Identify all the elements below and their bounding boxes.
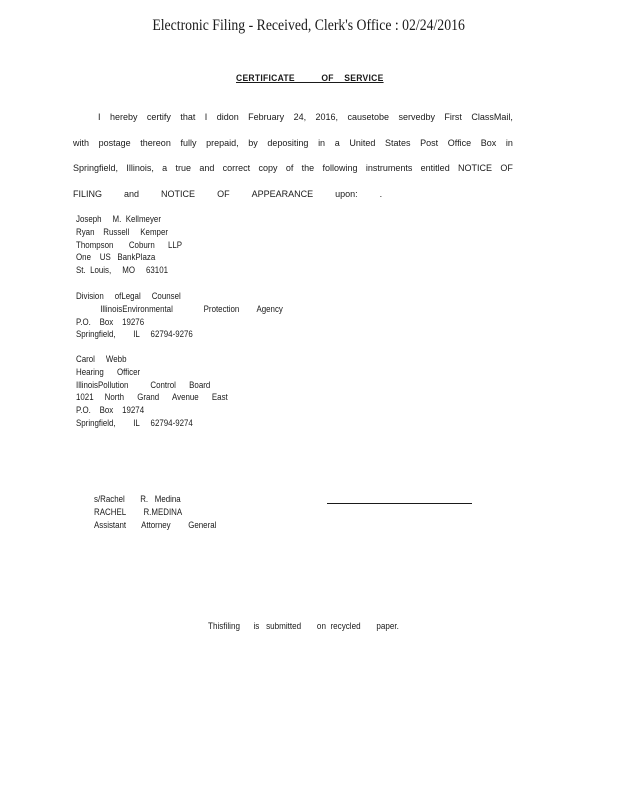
body-word: by [248, 138, 258, 148]
body-word: First [444, 112, 462, 122]
body-word: certify [146, 112, 171, 122]
address-line: Springfield, IL 62794-9274 [76, 417, 193, 428]
body-word: prepaid, [206, 138, 239, 148]
body-word: with [73, 138, 90, 148]
body-word: upon: [335, 189, 358, 199]
body-word: ClassMail, [471, 112, 513, 122]
body-word: a [334, 138, 340, 148]
body-word: FILING [73, 189, 103, 199]
address-line: IllinoisPollution Control Board [76, 379, 211, 390]
body-word: and [199, 163, 215, 173]
body-line-2 [73, 138, 513, 148]
signature-rule [327, 503, 472, 504]
address-line: Hearing Officer [76, 366, 141, 377]
body-word: that [180, 112, 196, 122]
body-word: OF [217, 189, 230, 199]
recycled-paper-note: Thisfiling is submitted on recycled paper. [208, 621, 399, 631]
address-line: IllinoisEnvironmental Protection Agency [76, 303, 283, 314]
address-line: Springfield, IL 62794-9276 [76, 329, 193, 340]
body-line-1 [98, 112, 513, 122]
address-line: Joseph M. Kellmeyer [76, 214, 161, 224]
body-word: and [124, 189, 140, 199]
body-word: causetobe [347, 112, 390, 122]
body-word: APPEARANCE [251, 189, 314, 199]
address-line: P.O. Box 19274 [76, 405, 145, 416]
address-block-3 [76, 353, 248, 430]
body-word: hereby [109, 112, 138, 122]
body-word: February [248, 112, 285, 122]
signature-line: s/Rachel R. Medina [94, 494, 181, 504]
signature-block [94, 493, 233, 531]
body-word: copy [258, 163, 278, 173]
body-word: a [162, 163, 168, 173]
address-line: P.O. Box 19276 [76, 316, 145, 327]
body-word: I [98, 112, 101, 122]
address-block-1 [76, 213, 197, 277]
body-word: Post [420, 138, 439, 148]
body-word: OF [500, 163, 513, 173]
body-word: true [175, 163, 192, 173]
body-word: Box [480, 138, 497, 148]
body-word: following [322, 163, 358, 173]
body-word: NOTICE [161, 189, 196, 199]
filing-stamp: Electronic Filing - Received, Clerk's Office : 02/24/2016 [152, 17, 465, 34]
body-word: of [285, 163, 294, 173]
body-word: Illinois, [126, 163, 154, 173]
body-word: Springfield, [73, 163, 119, 173]
address-line: One US BankPlaza [76, 252, 156, 263]
body-word: United [349, 138, 376, 148]
body-word: fully [180, 138, 197, 148]
body-line-4 [73, 189, 382, 199]
signer-name: RACHEL R.MEDINA [94, 506, 183, 517]
body-word: instruments [365, 163, 413, 173]
body-word: in [318, 138, 326, 148]
body-word: in [505, 138, 513, 148]
body-word: thereon [140, 138, 171, 148]
address-line: Carol Webb [76, 354, 127, 364]
address-line: St. Louis, MO 63101 [76, 265, 169, 276]
body-word: servedby [398, 112, 435, 122]
address-block-2 [76, 290, 311, 341]
body-word: depositing [267, 138, 309, 148]
body-word: 24, [293, 112, 307, 122]
body-word: correct [222, 163, 251, 173]
body-word: I [204, 112, 208, 122]
address-line: Ryan Russell Kemper [76, 226, 169, 237]
body-word: Office [447, 138, 472, 148]
body-line-3 [73, 163, 513, 173]
body-word: 2016, [315, 112, 339, 122]
body-word: States [384, 138, 411, 148]
body-word: entitled [420, 163, 450, 173]
body-word: NOTICE [458, 163, 493, 173]
body-word: . [379, 189, 383, 199]
certificate-title: CERTIFICATE OF SERVICE [236, 73, 384, 84]
body-word: postage [98, 138, 131, 148]
address-line: Thompson Coburn LLP [76, 239, 183, 250]
body-word: didon [216, 112, 239, 122]
signer-title: Assistant Attorney General [94, 519, 217, 530]
address-line: Division ofLegal Counsel [76, 291, 181, 301]
body-word: the [301, 163, 315, 173]
address-line: 1021 North Grand Avenue East [76, 392, 228, 403]
